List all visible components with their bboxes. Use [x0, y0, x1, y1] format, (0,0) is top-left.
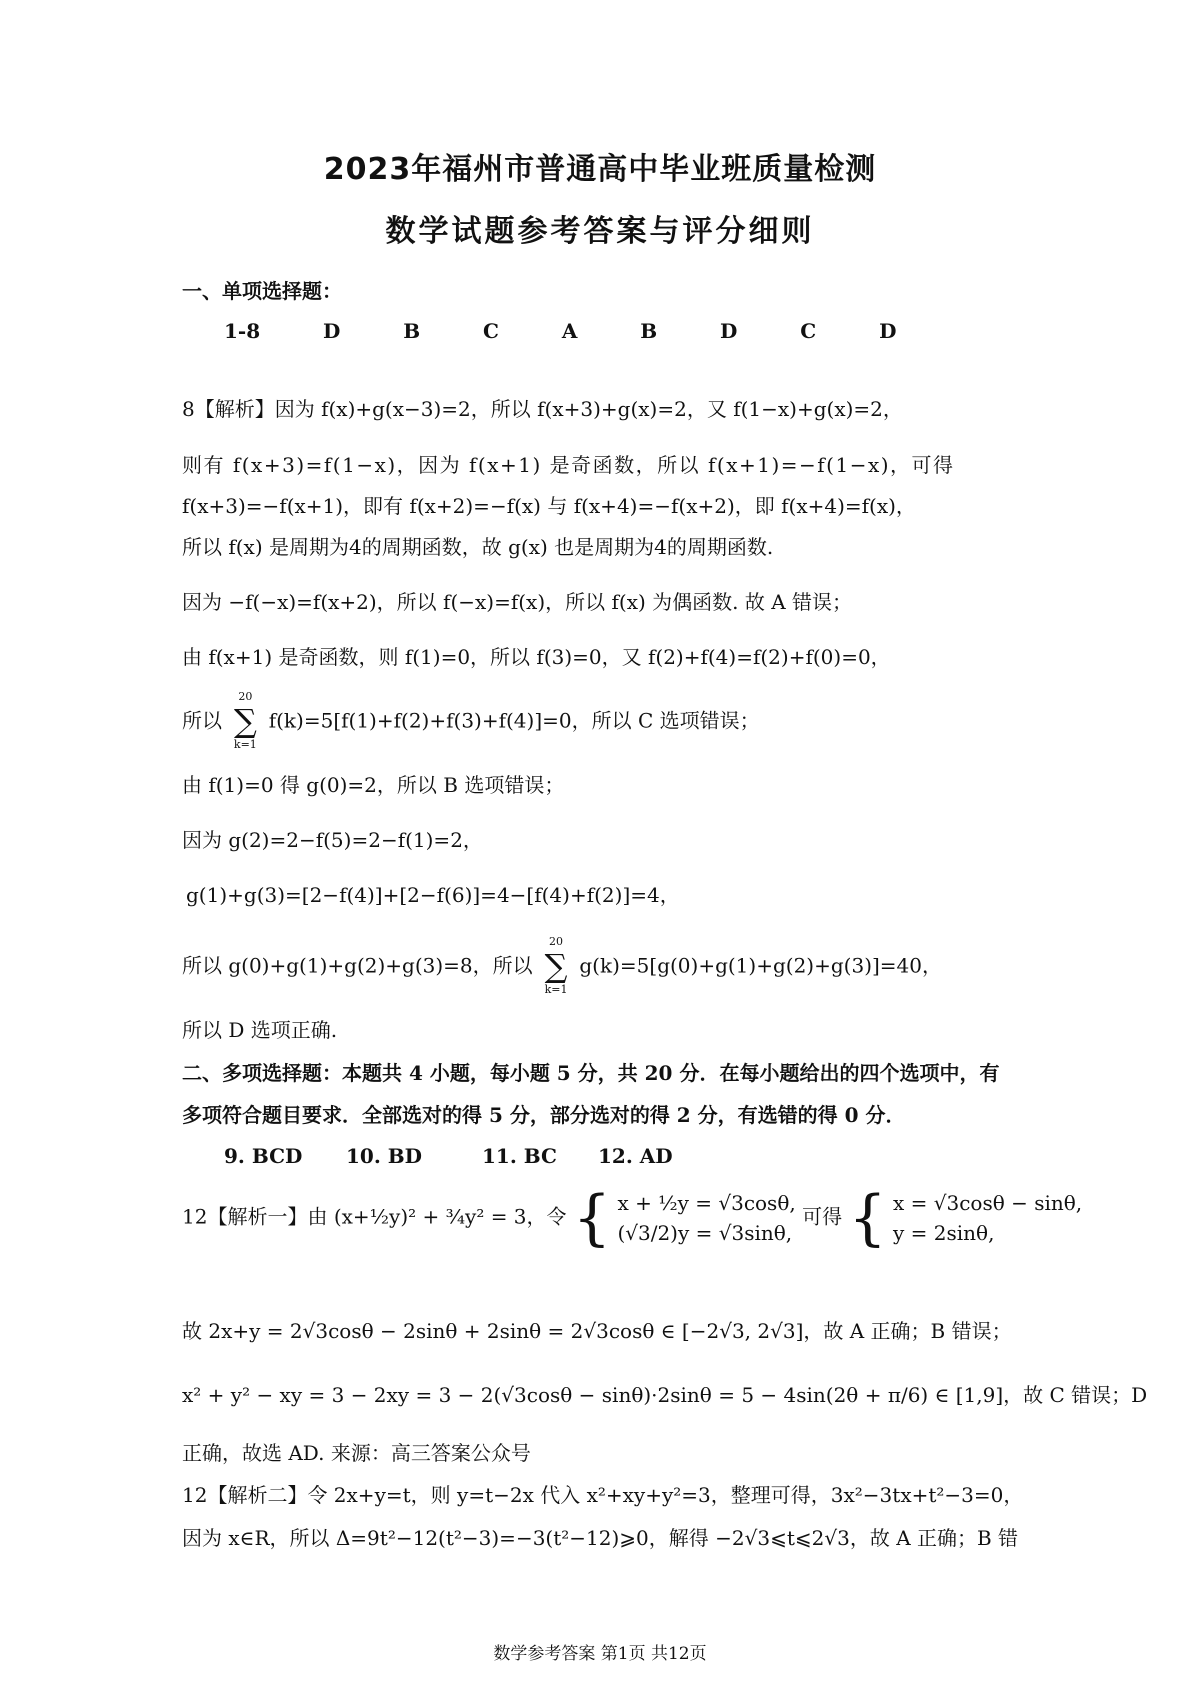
- section2-answer-9: 9. BCD: [224, 1144, 303, 1168]
- summation-lower-limit: k=1: [544, 983, 568, 997]
- q8-line-11: [182, 935, 943, 997]
- system-1: [572, 1183, 796, 1253]
- left-brace: {: [572, 1183, 612, 1253]
- summation-upper-limit: 20: [238, 690, 253, 703]
- q12-line-4: 正确，故选 AD. 来源：高三答案公众号: [182, 1441, 531, 1465]
- q8-line-10: g(1)+g(3)=[2−f(4)]+[2−f(6)]=4−[f(4)+f(2)]=4，: [186, 883, 680, 907]
- page-subtitle: 数学试题参考答案与评分细则: [385, 214, 815, 249]
- system-1-equations: [617, 1188, 795, 1248]
- q12-line-1-mid: 可得: [802, 1204, 843, 1229]
- system-2: [848, 1183, 1083, 1253]
- q8-line-7: [182, 690, 760, 752]
- left-brace: {: [848, 1183, 887, 1253]
- q8-line-7-prefix: 所以: [182, 708, 222, 733]
- q12-equation: (x+½y)² + ¾y² = 3，令: [333, 1204, 567, 1229]
- q8-line-5: 因为 −f(−x)=f(x+2)，所以 f(−x)=f(x)，所以 f(x) 为偶函数. 故 A 错误；: [182, 590, 853, 614]
- q8-line-7-body: f(k)=5[f(1)+f(2)+f(3)+f(4)]=0，所以 C 选项错误；: [268, 708, 760, 733]
- summation-symbol: [539, 935, 573, 997]
- q12-line-1: [182, 1183, 1083, 1253]
- q8-line-2: 则有 f(x+3)=f(1−x)，因为 f(x+1) 是奇函数，所以 f(x+1)=−f(1−x)，可得: [182, 453, 955, 477]
- q8-line-3: f(x+3)=−f(x+1)，即有 f(x+2)=−f(x) 与 f(x+4)=−f(x+2)，即 f(x+4)=f(x)，: [182, 494, 916, 518]
- system-1-eq-a: x + ½y = √3cosθ,: [617, 1191, 796, 1215]
- section2-heading-line-1: 二、多项选择题：本题共 4 小题，每小题 5 分，共 20 分．在每小题给出的四个选项中，有: [182, 1061, 1000, 1085]
- q8-line-4: 所以 f(x) 是周期为4的周期函数，故 g(x) 也是周期为4的周期函数.: [182, 535, 774, 559]
- q12-line-2: 故 2x+y = 2√3cosθ − 2sinθ + 2sinθ = 2√3cosθ ∈ [−2√3, 2√3]，故 A 正确；B 错误；: [182, 1319, 1012, 1343]
- page-footer: 数学参考答案 第1页 共12页: [493, 1644, 707, 1664]
- system-2-eq-b: y = 2sinθ,: [892, 1221, 995, 1245]
- q8-line-11-prefix: 所以 g(0)+g(1)+g(2)+g(3)=8，所以: [182, 953, 533, 978]
- summation-upper-limit: 20: [549, 935, 564, 948]
- summation-symbol: [228, 690, 262, 752]
- system-1-eq-b: (√3/2)y = √3sinθ,: [617, 1221, 793, 1245]
- sigma-glyph: ∑: [544, 947, 568, 985]
- q12-line-1-prefix: 12【解析一】由: [182, 1204, 328, 1229]
- q8-line-9: 因为 g(2)=2−f(5)=2−f(1)=2，: [182, 828, 483, 852]
- q12-line-6: 因为 x∈R，所以 Δ=9t²−12(t²−3)=−3(t²−12)⩾0，解得 −2√3⩽t⩽2√3，故 A 正确；B 错: [182, 1526, 1019, 1550]
- summation-lower-limit: k=1: [233, 738, 257, 752]
- q8-line-12: 所以 D 选项正确.: [182, 1018, 338, 1042]
- q12-line-5: 12【解析二】令 2x+y=t，则 y=t−2x 代入 x²+xy+y²=3，整理可得，3x²−3tx+t²−3=0，: [182, 1483, 1024, 1507]
- q8-line-8: 由 f(1)=0 得 g(0)=2，所以 B 选项错误；: [182, 773, 565, 797]
- section2-answer-12: 12. AD: [598, 1144, 673, 1168]
- system-2-equations: [893, 1188, 1082, 1248]
- section2-answer-11: 11. BC: [482, 1144, 557, 1168]
- section2-heading-line-2: 多项符合题目要求．全部选对的得 5 分，部分选对的得 2 分，有选错的得 0 分．: [182, 1103, 906, 1127]
- section2-answer-10: 10. BD: [346, 1144, 423, 1168]
- q12-line-3: x² + y² − xy = 3 − 2xy = 3 − 2(√3cosθ − sinθ)·2sinθ = 5 − 4sin(2θ + π/6) ∈ [1,9]，故 C 错误；D: [182, 1383, 1148, 1407]
- section1-answers: 1-8 D B C A B D C D: [224, 319, 897, 343]
- system-2-eq-a: x = √3cosθ − sinθ,: [892, 1191, 1083, 1215]
- section1-heading: 一、单项选择题：: [182, 279, 342, 303]
- page-title: 2023年福州市普通高中毕业班质量检测: [323, 152, 877, 187]
- sigma-glyph: ∑: [233, 702, 257, 740]
- q8-line-1: 8【解析】因为 f(x)+g(x−3)=2，所以 f(x+3)+g(x)=2，又 f(1−x)+g(x)=2，: [182, 397, 903, 421]
- q8-line-11-body: g(k)=5[g(0)+g(1)+g(2)+g(3)]=40，: [579, 953, 943, 978]
- q8-line-6: 由 f(x+1) 是奇函数，则 f(1)=0，所以 f(3)=0，又 f(2)+f(4)=f(2)+f(0)=0，: [182, 645, 891, 669]
